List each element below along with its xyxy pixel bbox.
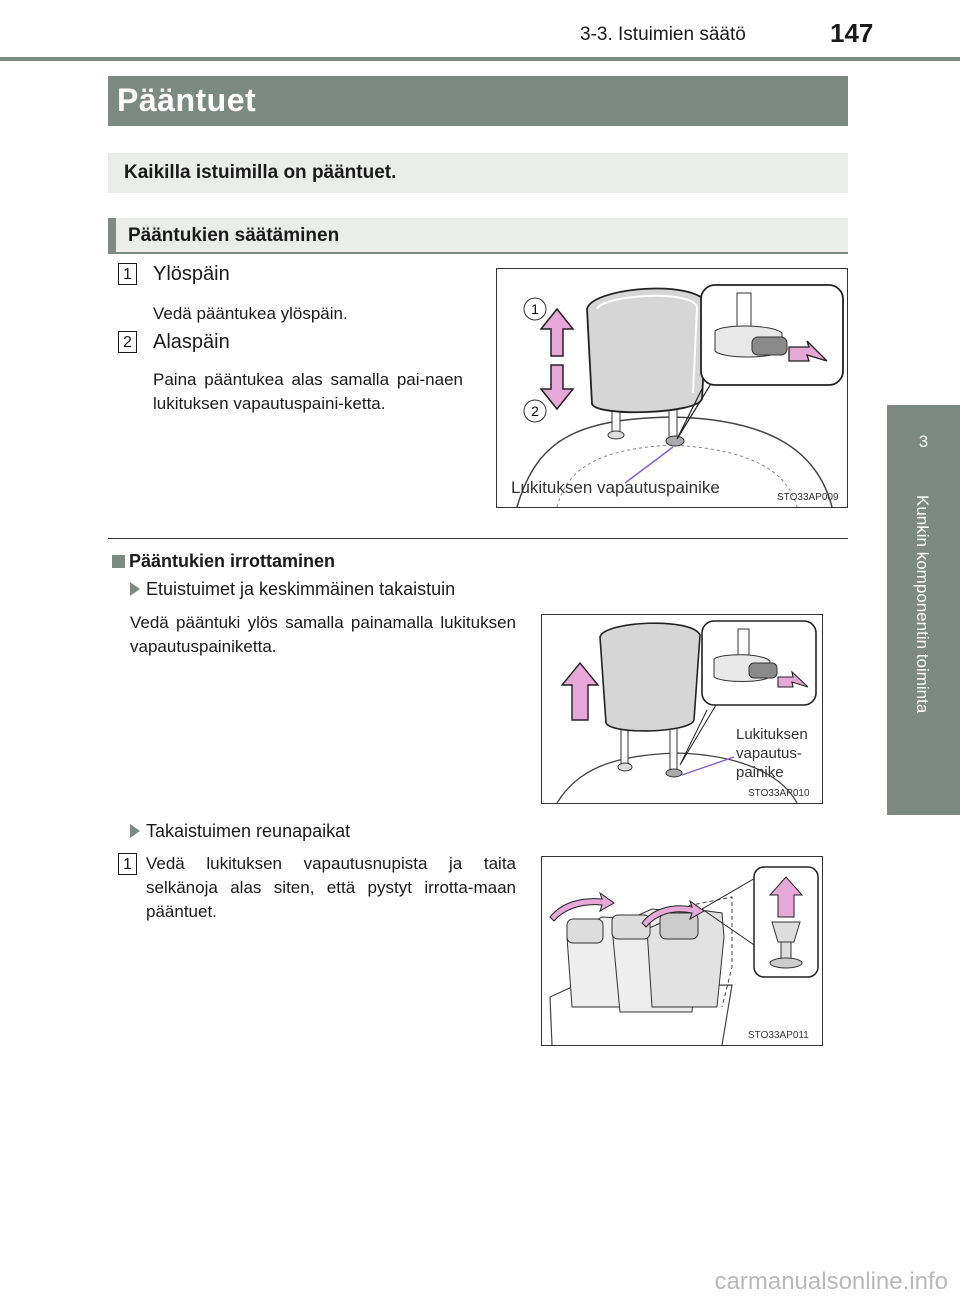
header-divider	[0, 57, 960, 61]
rear-subheading-text: Takaistuimen reunapaikat	[146, 821, 351, 841]
callout-2: 2	[531, 403, 539, 419]
intro-text: Kaikilla istuimilla on pääntuet.	[124, 162, 397, 183]
callout-1: 1	[531, 301, 539, 317]
rear-text: Vedä lukituksen vapautusnupista ja taita selkänoja alas siten, että pystyt irrotta-maan pääntuet.	[146, 854, 516, 921]
removal-heading-text: Pääntukien irrottaminen	[129, 551, 336, 571]
removal-heading	[112, 551, 335, 572]
figure-label: Lukituksen vapautuspainike	[511, 478, 720, 497]
step-number-box: 1	[118, 853, 137, 875]
front-subheading	[130, 579, 455, 600]
intro-box	[108, 153, 848, 193]
step-number-box: 2	[118, 331, 137, 353]
figure-label-line1: Lukituksen	[736, 726, 808, 743]
rear-seat-illustration	[542, 857, 822, 1045]
headrest-remove-illustration	[542, 615, 822, 803]
adjust-heading-bar	[108, 218, 848, 254]
figure-headrest-remove	[541, 614, 823, 804]
headrest-adjust-illustration	[497, 269, 847, 507]
figure-label-line2: vapautus-	[736, 745, 802, 762]
triangle-bullet-icon	[130, 824, 140, 838]
chapter-title: Kunkin komponentin toiminta	[913, 495, 932, 714]
figure-headrest-adjust	[496, 268, 848, 508]
figure-label-line3: painike	[736, 764, 784, 781]
figure-code: STO33AP009	[777, 492, 839, 503]
figure-rear-seat	[541, 856, 823, 1046]
page-title-bar	[108, 76, 848, 126]
adjust-heading: Pääntukien säätäminen	[128, 225, 340, 246]
step-title: Alaspäin	[153, 331, 230, 353]
section-divider	[108, 538, 848, 539]
chapter-number: 3	[918, 432, 929, 451]
figure-code: STO33AP011	[748, 1030, 809, 1041]
figure-code: STO33AP010	[748, 788, 810, 799]
rear-subheading	[130, 821, 350, 842]
square-bullet-icon	[112, 555, 125, 568]
page-number: 147	[830, 18, 874, 48]
step-number-box: 1	[118, 263, 137, 285]
front-text: Vedä pääntuki ylös samalla painamalla lukituksen vapautuspainiketta.	[130, 613, 516, 656]
step-title: Ylöspäin	[153, 263, 230, 285]
triangle-bullet-icon	[130, 582, 140, 596]
step-text: Paina pääntukea alas samalla pai-naen lukituksen vapautuspaini-ketta.	[153, 370, 463, 413]
footer-watermark[interactable]: carmanualsonline.info	[714, 1268, 948, 1295]
step-text: Vedä pääntukea ylöspäin.	[153, 304, 348, 323]
front-subheading-text: Etuistuimet ja keskimmäinen takaistuin	[146, 579, 456, 599]
section-title: 3-3. Istuimien säätö	[580, 24, 746, 45]
page-title: Pääntuet	[117, 82, 257, 118]
